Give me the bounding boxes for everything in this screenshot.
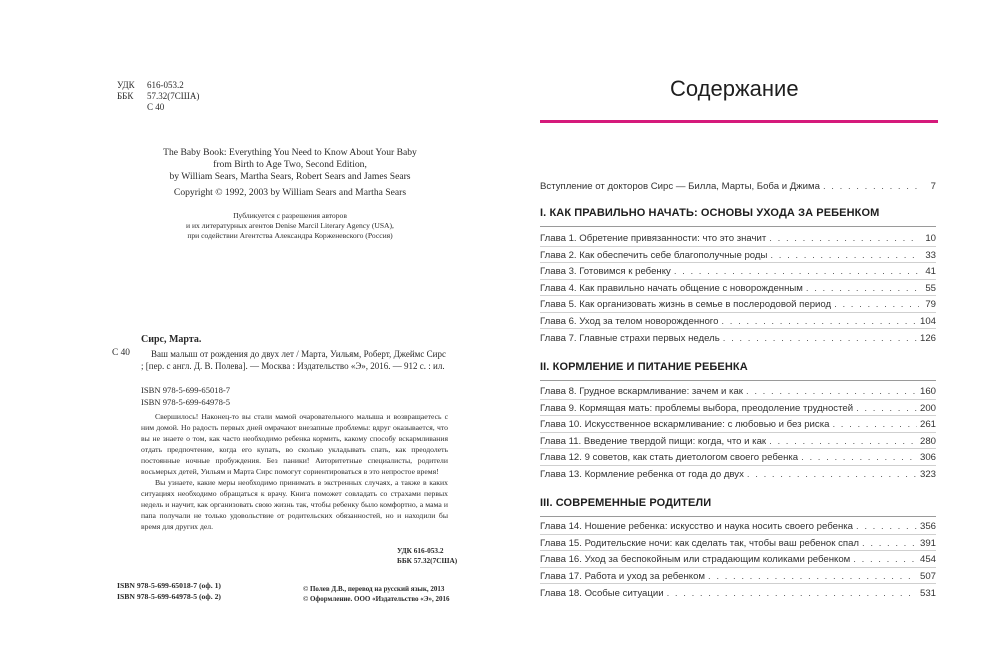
leader-dots (667, 588, 917, 599)
publish-notice-line: Публикуется с разрешения авторов (233, 211, 347, 220)
annotation-paragraph: Вы узнаете, какие меры необходимо принимать в экстренных случаях, а также в каких ситуациях необходимо обращаться к врачу. Книга поможет совладать со страхами первых недель и научит, как организовать свою жизнь так, чтобы ребенку было комфортно, а мама и папа получали не только удовольствие от родительских обязанностей, но и находили бы время для других дел. (141, 478, 448, 531)
row-rule (540, 262, 936, 263)
english-copyright-line: Copyright © 1992, 2003 by William Sears and Martha Sears (173, 187, 407, 198)
toc-entry-page: 10 (925, 233, 936, 244)
toc-entry-page: 356 (919, 521, 936, 532)
toc-entry-page: 104 (919, 316, 936, 327)
toc-entry-text: Глава 10. Искусственное вскармливание: с любовью и без риска (540, 419, 830, 430)
toc-entry-text: Глава 12. 9 советов, как стать диетологом своего ребенка (540, 452, 799, 463)
toc-entry-page: 126 (919, 333, 936, 344)
section-rule (540, 516, 936, 517)
toc-chapter[interactable] (540, 299, 936, 310)
toc-chapter[interactable] (540, 333, 936, 344)
udk-bottom: УДК 616-053.2 (397, 546, 444, 555)
catalog-description: Ваш малыш от рождения до двух лет / Марта, Уильям, Роберт, Джеймс Сирс ; [пер. с англ. Д. В. Полева]. — Москва : Издательство «Э», 2016. — 912 с. : ил. (141, 349, 446, 372)
publish-notice-line: и их литературных агентов Denise Marcil Literary Agency (USA), (186, 221, 394, 230)
toc-chapter[interactable] (540, 233, 936, 244)
toc-entry-text: Глава 15. Родительские ночи: как сделать так, чтобы ваш ребенок спал (540, 538, 860, 549)
toc-chapter[interactable] (540, 571, 936, 582)
toc-entry-page: 33 (925, 250, 936, 261)
isbn-bottom: ISBN 978-5-699-65018-7 (оф. 1) (117, 581, 221, 590)
toc-entry-page: 280 (919, 436, 936, 447)
isbn-bottom: ISBN 978-5-699-64978-5 (оф. 2) (117, 592, 221, 601)
row-rule (540, 534, 936, 535)
toc-chapter[interactable] (540, 316, 936, 327)
leader-dots (708, 571, 917, 582)
row-rule (540, 415, 936, 416)
row-rule (540, 295, 936, 296)
toc-chapter[interactable] (540, 266, 936, 277)
row-rule (540, 550, 936, 551)
toc-chapter[interactable] (540, 283, 936, 294)
toc-entry-text: Глава 17. Работа и уход за ребенком (540, 571, 706, 582)
toc-entry-page: 7 (930, 181, 936, 192)
toc-entry-text: Глава 4. Как правильно начать общение с новорожденным (540, 283, 803, 294)
row-rule (540, 246, 936, 247)
toc-entry-page: 454 (919, 554, 936, 565)
row-rule (540, 432, 936, 433)
catalog-author: Сирс, Марта. (141, 334, 202, 345)
toc-entry-text: Глава 11. Введение твердой пищи: когда, что и как (540, 436, 767, 447)
leader-dots (853, 554, 917, 565)
catalog-code: С 40 (112, 348, 130, 358)
toc-entry-page: 79 (925, 299, 936, 310)
row-rule (540, 583, 936, 584)
leader-dots (769, 233, 919, 244)
toc-entry-text: Глава 7. Главные страхи первых недель (540, 333, 720, 344)
leader-dots (770, 250, 919, 261)
toc-entry-page: 55 (925, 283, 936, 294)
toc-entry-page: 531 (919, 588, 936, 599)
copyright-bottom: © Полев Д.В., перевод на русский язык, 2013 (303, 585, 445, 593)
toc-chapter[interactable] (540, 250, 936, 261)
row-rule (540, 567, 936, 568)
isbn-line: ISBN 978-5-699-65018-7 (141, 385, 231, 395)
toc-entry-page: 160 (919, 386, 936, 397)
bbk-bottom: ББК 57.32(7США) (397, 556, 458, 565)
toc-title: Содержание (670, 76, 799, 101)
toc-entry-text: Глава 18. Особые ситуации (540, 588, 664, 599)
copyright-bottom: © Оформление. ООО «Издательство «Э», 2016 (303, 595, 450, 603)
toc-entry-text: Глава 3. Готовимся к ребенку (540, 266, 671, 277)
toc-entry-page: 507 (919, 571, 936, 582)
english-authors-line: by William Sears, Martha Sears, Robert Sears and James Sears (169, 171, 411, 182)
publish-notice-line: при содействии Агентства Александра Корженевского (Россия) (187, 231, 393, 240)
toc-entry-page: 323 (919, 469, 936, 480)
section-heading: III. СОВРЕМЕННЫЕ РОДИТЕЛИ (540, 497, 712, 509)
section-rule (540, 226, 936, 227)
toc-entry-text: Глава 1. Обретение привязанности: что это значит (540, 233, 767, 244)
row-rule (540, 399, 936, 400)
toc-entry-text: Глава 6. Уход за телом новорожденного (540, 316, 719, 327)
english-title-line: The Baby Book: Everything You Need to Know About Your Baby (163, 147, 417, 158)
section-heading: I. КАК ПРАВИЛЬНО НАЧАТЬ: ОСНОВЫ УХОДА ЗА РЕБЕНКОМ (540, 207, 880, 219)
toc-chapter[interactable] (540, 588, 936, 599)
leader-dots (746, 386, 917, 397)
row-rule (540, 279, 936, 280)
leader-dots (747, 469, 917, 480)
toc-entry-text: Вступление от докторов Сирс — Билла, Марты, Боба и Джима (540, 181, 820, 192)
author-mark-line (117, 102, 164, 113)
toc-entry-text: Глава 16. Уход за беспокойным или страдающим коликами ребенком (540, 554, 851, 565)
leader-dots (721, 316, 917, 327)
udk-line (117, 80, 184, 91)
leader-dots (862, 538, 917, 549)
toc-entry-text: Глава 5. Как организовать жизнь в семье в послеродовой период (540, 299, 832, 310)
toc-entry-page: 41 (925, 266, 936, 277)
leader-dots (674, 266, 919, 277)
isbn-line: ISBN 978-5-699-64978-5 (141, 397, 231, 407)
leader-dots (832, 419, 917, 430)
toc-entry-text: Глава 14. Ношение ребенка: искусство и наука носить своего ребенка (540, 521, 854, 532)
leader-dots (806, 283, 919, 294)
udk-code: УДК (117, 80, 135, 90)
toc-chapter[interactable] (540, 452, 936, 463)
toc-intro[interactable] (540, 181, 936, 192)
annotation (141, 411, 448, 532)
leader-dots (834, 299, 919, 310)
toc-entry-page: 200 (919, 403, 936, 414)
leader-dots (856, 521, 917, 532)
toc-entry-text: Глава 13. Кормление ребенка от года до двух (540, 469, 744, 480)
leader-dots (769, 436, 917, 447)
toc-entry-page: 306 (919, 452, 936, 463)
leader-dots (723, 333, 917, 344)
toc-entry-page: 391 (919, 538, 936, 549)
toc-chapter[interactable] (540, 538, 936, 549)
section-rule (540, 380, 936, 381)
section-heading: II. КОРМЛЕНИЕ И ПИТАНИЕ РЕБЕНКА (540, 361, 748, 373)
leader-dots (801, 452, 917, 463)
toc-entry-text: Глава 8. Грудное вскармливание: зачем и как (540, 386, 743, 397)
row-rule (540, 328, 936, 329)
toc-chapter[interactable] (540, 403, 936, 414)
row-rule (540, 465, 936, 466)
author-mark-value: С 40 (147, 102, 165, 112)
bbk-line (117, 91, 199, 102)
annotation-paragraph: Свершилось! Наконец-то вы стали мамой очаровательного малыша и возвращаетесь с ним домой. Но радость первых дней омрачают внезапные проблемы: вдруг оказывается, что вы не знаете о том, как часто необходимо ребенка кормить, какому способу вскармливания отдать предпочтение, когда его купать, во сколько укладывать спать, как преодолеть постоянные ночные пробуждения. Без паники! Авторитетные специалисты, родители восьмерых детей, Уильям и Марта Сирс помогут сориентироваться в это непростое время! (141, 412, 448, 476)
row-rule (540, 312, 936, 313)
bbk-code: ББК (117, 91, 134, 101)
toc-entry-text: Глава 2. Как обеспечить себе благополучные роды (540, 250, 768, 261)
title-accent-rule (540, 120, 938, 123)
toc-chapter[interactable] (540, 419, 936, 430)
toc-chapter[interactable] (540, 554, 936, 565)
row-rule (540, 448, 936, 449)
toc-entry-page: 261 (919, 419, 936, 430)
toc-chapter[interactable] (540, 386, 936, 397)
leader-dots (823, 181, 919, 192)
toc-chapter[interactable] (540, 521, 936, 532)
leader-dots (856, 403, 917, 414)
toc-chapter[interactable] (540, 469, 936, 480)
bbk-value: 57.32(7США) (147, 91, 200, 101)
toc-chapter[interactable] (540, 436, 936, 447)
udk-value: 616-053.2 (147, 80, 184, 90)
english-title-line: from Birth to Age Two, Second Edition, (213, 159, 367, 170)
toc-entry-text: Глава 9. Кормящая мать: проблемы выбора, преодоление трудностей (540, 403, 854, 414)
